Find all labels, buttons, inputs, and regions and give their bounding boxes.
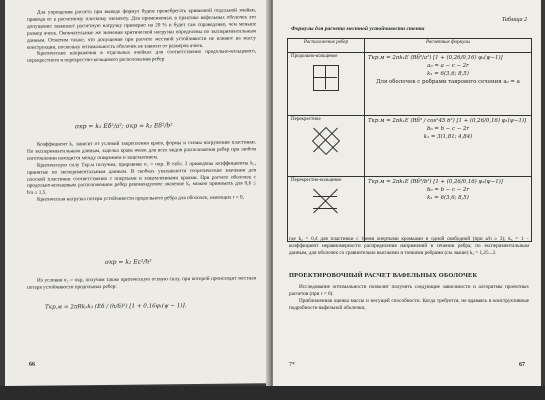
left-paragraph-4: Критическую силу Tкр.м получим, приравняв σ₁ = σкр. В табл. 2 приведены коэффициенты k₁, принятые по экспериментальным данным. В скобках указываются теоретические значения для плоской пластинки соответственно с опертыми и защемленными краями. При расчете оболочек с продольно-кольцевым расположением ребер рекомендуемое значение k₁ можно принимать для 0,6 ≤ b/a ≤ 1,5. xyxy=(27,160,256,197)
left-paragraph-5: Критическая нагрузка потери устойчивости продольного ребра для оболочек, имеющих r = 0, xyxy=(37,194,244,203)
left-text-block xyxy=(27,7,256,65)
left-page xyxy=(5,0,270,386)
left-paragraph-2: Критические напряжения в отдельных ячейках для соответственно продольно-кольцевого, перекрестного и перекрестно-кольцевого расположения ребер xyxy=(27,48,256,65)
left-paragraph-1: Для упрощения расчета при выводе формул будем пренебрегать кривизной отдельной ячейки, приводя ее к расчетному плоскому элементу. Для применяемых в практике вафельных оболочек это допущение завышает расчетную нагрузку примерно на 20 % и будет там справедливо, чем меньше размер ячеек. Окончательные же значения критической нагрузки определены по экспериментальным данным. Отметим также, что допущения при расчете местной устойчивости не влияют на массу конструкции, поскольку оптимальность оболочек не зависит от размеров ячеек. xyxy=(27,7,256,51)
row-label-cell xyxy=(288,53,365,116)
row-note: Для оболочек с ребрами таврового сечения a₀ = a xyxy=(376,79,520,85)
row-label: Перекрестно-кольцевое xyxy=(291,178,342,183)
right-text-block xyxy=(289,236,529,257)
row-formula-cell xyxy=(365,116,532,177)
left-text-block-2 xyxy=(27,139,256,204)
left-page-number: 66 xyxy=(29,361,35,368)
row-label: Продольно-кольцевое xyxy=(291,54,338,59)
right-paragraph-2: Исследование оптимальности позволит получить следующие зависимости и алгоритмы проектных расчетов (при r = 0). xyxy=(289,284,529,297)
row-sub-1: a₀ = a − c − 2r xyxy=(427,63,469,69)
right-paragraph-1: где k₂ = 0,4 для пластинки с тремя опертыми кромками и одной свободной (при a/h ≥ 3); k₃ = 1 − коэффициент неравномерности распределения напряжений в сечении ребра; по экспериментальным данным, для оболочек со сравнительно высокими и тонкими ребрами (см. выше) k₃ = 1,25...2. xyxy=(289,236,529,256)
left-text-block-3 xyxy=(27,275,256,291)
right-page-number: 67 xyxy=(519,362,525,368)
table-surface xyxy=(0,386,545,400)
row-formula-cell xyxy=(365,177,532,242)
right-paragraph-3: Приближенная оценка массы и несущей способности. Когда требуется, не вдаваясь в конструктивные подробности вафельной оболочки, xyxy=(289,297,529,311)
row-label: Перекрестное xyxy=(291,117,321,122)
row-sub-2: k₁ = 6(3,6; 8,5) xyxy=(427,195,469,201)
right-text-block-2 xyxy=(289,284,529,312)
table-row xyxy=(288,116,532,177)
left-paragraph-3: Коэффициент k₁ зависит от условий закрепления краев, формы и схемы нагружения пластинки. По экспериментальным данным, заделка краев ячеек для всех видов расположения ребер при любом изготовлении находится между опиранием и защемлением. xyxy=(27,139,256,162)
row-formula-cell xyxy=(365,53,532,116)
column-header-arrangement: Расположение ребер xyxy=(288,39,365,53)
table-row xyxy=(288,177,532,242)
row-sub-1: b₀ = b − c − 2r xyxy=(427,187,469,193)
row-label-cell xyxy=(288,116,365,177)
left-formula-2: σкр = k₂ Eε²/h² xyxy=(105,258,152,266)
table-header-row xyxy=(288,39,532,53)
table-caption: Таблица 2 xyxy=(501,17,527,23)
cross-ring-rib-sketch xyxy=(308,186,344,216)
footnote-mark: 7* xyxy=(289,362,295,368)
table-row xyxy=(288,53,532,116)
row-formula: Tкр.м = 2πk₁E (Rδ³ / cos²45 b²) [1 + (0,26/0,16) φ₁(ψ−1)] xyxy=(368,118,527,124)
formula-table xyxy=(287,38,532,242)
cross-rib-sketch xyxy=(308,125,344,155)
row-label-cell xyxy=(288,177,365,242)
column-header-formulas: Расчетные формулы xyxy=(365,39,532,53)
right-page xyxy=(273,0,541,386)
table-header: Формулы для расчета местной устойчивости стенки xyxy=(291,26,425,32)
row-sub-2: k₁ = 3(1,81; 4,84) xyxy=(423,134,473,140)
row-sub-1: b₀ = b − c − 2r xyxy=(427,126,469,132)
longitudinal-ring-rib-sketch xyxy=(308,62,344,92)
left-paragraph-6: Из условия σ₂ = σкр, получим также критическую осевую силу, при которой происходит местная потеря устойчивости продольных ребер: xyxy=(27,275,256,291)
row-formula: Tкр.м = 2πk₁E (Rδ³/b²) [1 + (0,26/0,16) φ₁(ψ−1)] xyxy=(368,179,503,185)
section-title: ПРОЕКТИРОВОЧНЫЙ РАСЧЕТ ВАФЕЛЬНЫХ ОБОЛОЧЕК xyxy=(289,272,478,279)
row-sub-2: k₁ = 6(3,6; 8,5) xyxy=(427,71,469,77)
left-formula-3: Tкр.м = 2πRk₂k₃ (Eδ / (h/δ)²) [1 + 0,16φ₁(ψ − 1)]. xyxy=(45,303,187,311)
left-formula-1: σкр = k₁ Eδ²/a²; σкр = k₂ Eδ²/b² xyxy=(75,122,173,131)
row-formula: Tкр.м = 2πk₁E (Rδ³/a²) [1 + (0,26/0,16) φ₁(ψ−1)] xyxy=(368,55,503,61)
